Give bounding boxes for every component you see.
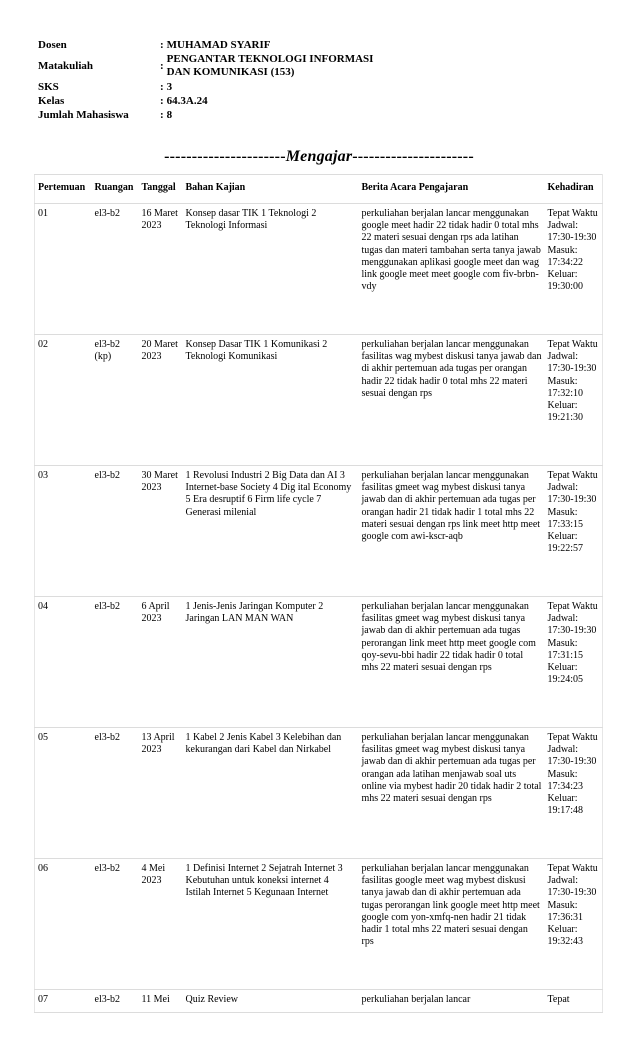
kelas-value: 64.3A.24: [166, 94, 208, 107]
cell-tanggal: 13 April 2023: [139, 728, 183, 859]
table-row: [35, 859, 603, 990]
info-row-kelas: [38, 94, 438, 108]
cell-kehadiran: Tepat Waktu Jadwal: 17:30-19:30 Masuk: 17:31:15 Keluar: 19:24:05: [545, 597, 603, 728]
table-row: [35, 728, 603, 859]
header-ruangan: Ruangan: [92, 175, 139, 204]
cell-tanggal: 4 Mei 2023: [139, 859, 183, 990]
cell-pertemuan: 03: [35, 466, 92, 597]
table-row: [35, 335, 603, 466]
cell-pertemuan: 06: [35, 859, 92, 990]
cell-kehadiran: Tepat Waktu Jadwal: 17:30-19:30 Masuk: 17:32:10 Keluar: 19:21:30: [545, 335, 603, 466]
cell-bahan-kajian: Konsep Dasar TIK 1 Komunikasi 2 Teknologi Komunikasi: [183, 335, 359, 466]
header-berita-acara: Berita Acara Pengajaran: [359, 175, 545, 204]
cell-bahan-kajian: 1 Jenis-Jenis Jaringan Komputer 2 Jaringan LAN MAN WAN: [183, 597, 359, 728]
colon: :: [160, 80, 164, 93]
jumlah-mahasiswa-value: 8: [166, 108, 173, 121]
matakuliah-value-line1: PENGANTAR TEKNOLOGI INFORMASI: [166, 53, 374, 65]
cell-kehadiran: Tepat Waktu Jadwal: 17:30-19:30 Masuk: 17:33:15 Keluar: 19:22:57: [545, 466, 603, 597]
colon: :: [160, 94, 164, 107]
cell-pertemuan: 05: [35, 728, 92, 859]
title-dashes-left: ----------------------: [164, 148, 286, 165]
cell-ruangan: el3-b2: [92, 728, 139, 859]
cell-kehadiran: Tepat Waktu Jadwal: 17:30-19:30 Masuk: 17:36:31 Keluar: 19:32:43: [545, 859, 603, 990]
matakuliah-value-line2: DAN KOMUNIKASI (153): [166, 66, 295, 78]
cell-kehadiran: Tepat: [545, 990, 603, 1013]
cell-ruangan: el3-b2: [92, 859, 139, 990]
cell-berita-acara: perkuliahan berjalan lancar menggunakan fasilitas google meet wag mybest diskusi tanya jawab dan di akhir pertemuan ada tugas perorangan link google meet http meet google com yon-xmfq-nen hadir 21 tidak hadir 1 total mhs 22 materi sesuai dengan rps: [359, 859, 545, 990]
sks-label: SKS: [38, 80, 59, 93]
cell-bahan-kajian: 1 Definisi Internet 2 Sejatrah Internet 3 Kebutuhan untuk koneksi internet 4 Istilah Internet 5 Kegunaan Internet: [183, 859, 359, 990]
table-row: [35, 990, 603, 1013]
cell-berita-acara: perkuliahan berjalan lancar menggunakan fasilitas wag mybest diskusi tanya jawab dan di akhir pertemuan ada tugas per orangan hadir 22 tidak hadir 0 total mhs 22 materi sesuai dengan rps: [359, 335, 545, 466]
cell-kehadiran: Tepat Waktu Jadwal: 17:30-19:30 Masuk: 17:34:23 Keluar: 19:17:48: [545, 728, 603, 859]
matakuliah-label: Matakuliah: [38, 59, 94, 72]
cell-pertemuan: 02: [35, 335, 92, 466]
info-row-matakuliah: [38, 52, 438, 80]
cell-bahan-kajian: Konsep dasar TIK 1 Teknologi 2 Teknologi Informasi: [183, 204, 359, 335]
cell-tanggal: 30 Maret 2023: [139, 466, 183, 597]
info-row-sks: [38, 80, 438, 94]
cell-berita-acara: perkuliahan berjalan lancar: [359, 990, 545, 1013]
cell-bahan-kajian: Quiz Review: [183, 990, 359, 1013]
kelas-label: Kelas: [38, 94, 65, 107]
header-kehadiran: Kehadiran: [545, 175, 603, 204]
table-row: [35, 597, 603, 728]
cell-ruangan: el3-b2 (kp): [92, 335, 139, 466]
dosen-label: Dosen: [38, 38, 67, 51]
info-row-dosen: [38, 38, 438, 52]
colon: :: [160, 59, 164, 72]
header-pertemuan: Pertemuan: [35, 175, 92, 204]
table-row: [35, 466, 603, 597]
teaching-table-wrapper: [34, 174, 602, 1013]
cell-berita-acara: perkuliahan berjalan lancar menggunakan fasilitas gmeet wag mybest diskusi tanya jawab dan di akhir pertemuan ada tugas per orangan ada latihan menjawab soal uts online via mybest hadir 20 tidak hadir 2 total mhs 22 materi sesuai dengan rps: [359, 728, 545, 859]
cell-berita-acara: perkuliahan berjalan lancar menggunakan fasilitas gmeet wag mybest diskusi tanya jawab dan di akhir pertemuan ada tugas per orangan hadir 21 tidak hadir 1 total mhs 22 materi sesuai dengan rps link meet http meet google com awi-kscr-aqb: [359, 466, 545, 597]
table-header-row: [35, 175, 603, 204]
title-dashes-right: ----------------------: [352, 148, 474, 165]
sks-value: 3: [166, 80, 173, 93]
section-title-mengajar: [0, 148, 638, 166]
cell-ruangan: el3-b2: [92, 990, 139, 1013]
colon: :: [160, 108, 164, 121]
cell-pertemuan: 04: [35, 597, 92, 728]
course-info: [38, 38, 438, 122]
teaching-table: [34, 174, 603, 1013]
cell-tanggal: 11 Mei: [139, 990, 183, 1013]
cell-pertemuan: 01: [35, 204, 92, 335]
cell-bahan-kajian: 1 Kabel 2 Jenis Kabel 3 Kelebihan dan kekurangan dari Kabel dan Nirkabel: [183, 728, 359, 859]
header-tanggal: Tanggal: [139, 175, 183, 204]
cell-ruangan: el3-b2: [92, 204, 139, 335]
dosen-value: MUHAMAD SYARIF: [166, 38, 271, 51]
cell-pertemuan: 07: [35, 990, 92, 1013]
section-title-text: Mengajar: [285, 148, 353, 165]
jumlah-mahasiswa-label: Jumlah Mahasiswa: [38, 108, 129, 121]
cell-tanggal: 16 Maret 2023: [139, 204, 183, 335]
table-row: [35, 204, 603, 335]
header-bahan-kajian: Bahan Kajian: [183, 175, 359, 204]
cell-kehadiran: Tepat Waktu Jadwal: 17:30-19:30 Masuk: 17:34:22 Keluar: 19:30:00: [545, 204, 603, 335]
cell-ruangan: el3-b2: [92, 597, 139, 728]
info-row-jumlah: [38, 108, 438, 122]
cell-berita-acara: perkuliahan berjalan lancar menggunakan google meet hadir 22 tidak hadir 0 total mhs 22 materi sesuai dengan rps ada latihan tugas dan materi tambahan serta tanya jawab menggunakan aplikasi google meet dan wag link google meet meet google com fiv-brbn-vdy: [359, 204, 545, 335]
cell-tanggal: 6 April 2023: [139, 597, 183, 728]
cell-berita-acara: perkuliahan berjalan lancar menggunakan fasilitas gmeet wag mybest diskusi tanya jawab dan di akhir pertemuan ada tugas perorangan link meet http meet google com qoy-sevu-bbi hadir 22 tidak hadir 0 total mhs 22 materi sesuai dengan rps: [359, 597, 545, 728]
cell-bahan-kajian: 1 Revolusi Industri 2 Big Data dan AI 3 Internet-base Society 4 Dig ital Economy 5 Era desruptif 6 Firm life cycle 7 Generasi milenial: [183, 466, 359, 597]
cell-ruangan: el3-b2: [92, 466, 139, 597]
cell-tanggal: 20 Maret 2023: [139, 335, 183, 466]
colon: :: [160, 38, 164, 51]
